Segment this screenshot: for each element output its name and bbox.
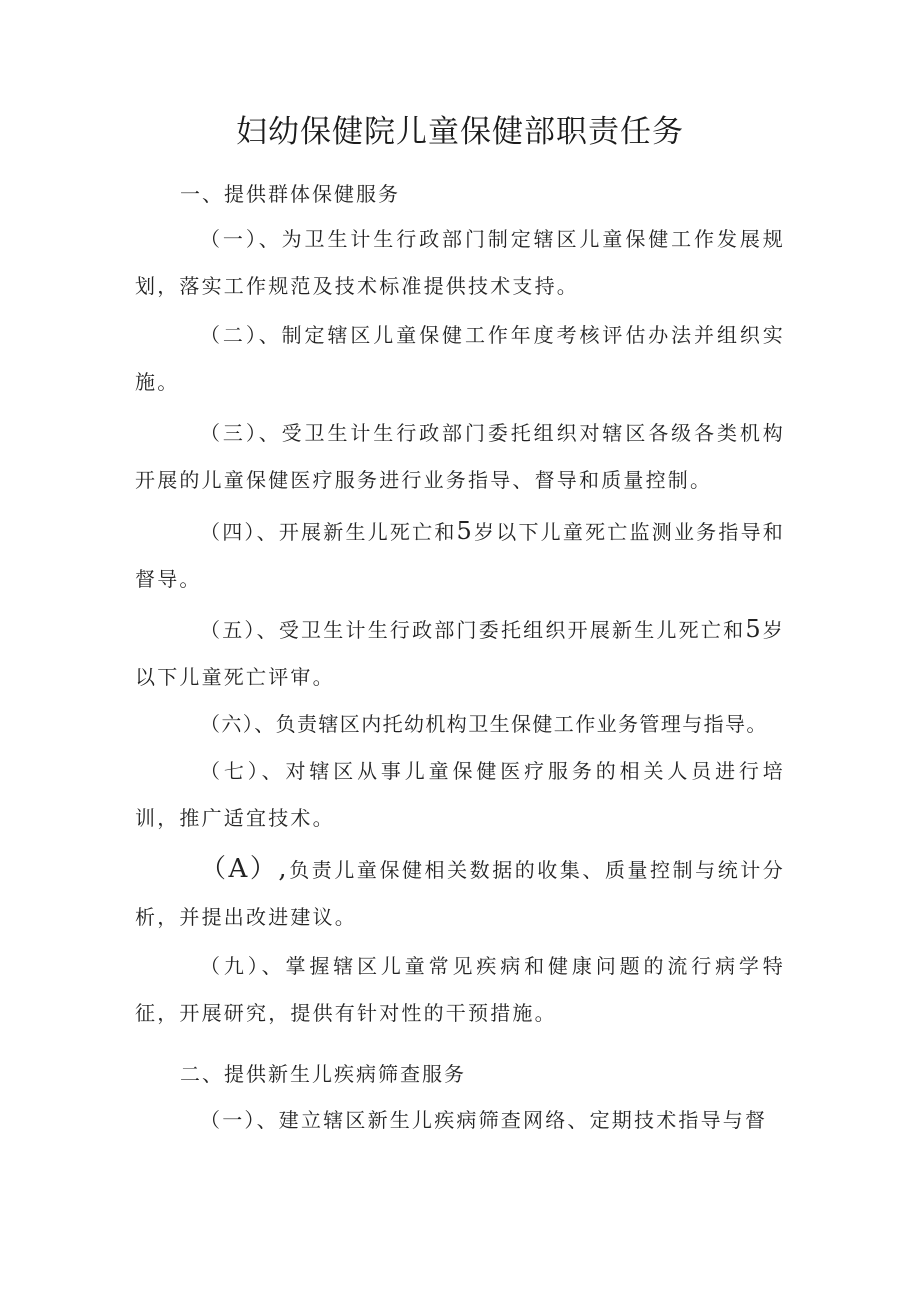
- paragraph-1-5: [135, 606, 785, 701]
- document-title: 妇幼保健院儿童保健部职责任务: [236, 114, 684, 150]
- section-heading-1: 一、提供群体保健服务: [180, 182, 400, 206]
- paragraph-1-7: （七）、对辖区从事儿童保健医疗服务的相关人员进行培训，推广适宜技术。: [135, 759, 785, 830]
- paragraph-1-6: （六）、负责辖区内托幼机构卫生保健工作业务管理与指导。: [200, 712, 768, 736]
- paragraph-label: （A）,: [200, 854, 289, 884]
- paragraph-2-1: （一）、建立辖区新生儿疾病筛查网络、定期技术指导与督: [200, 1108, 768, 1132]
- age-number: 5: [456, 517, 475, 545]
- paragraph-text-suffix: 负责儿童保健相关数据的收集、质量控制与统计分析，并提出改进建议。: [135, 858, 786, 929]
- section-heading-2: 二、提供新生儿疾病筛查服务: [180, 1062, 466, 1086]
- paragraph-text-prefix: （五）、受卫生计生行政部门委托组织开展新生儿死亡和: [200, 618, 746, 642]
- paragraph-text-suffix: 岁以下儿童死亡评审。: [135, 618, 786, 689]
- paragraph-1-9: （九）、掌握辖区儿童常见疾病和健康问题的流行病学特征，开展研究，提供有针对性的干预措施。: [135, 954, 785, 1025]
- paragraph-1-2: （二）、制定辖区儿童保健工作年度考核评估办法并组织实施。: [135, 323, 785, 394]
- age-number: 5: [745, 615, 763, 643]
- paragraph-1-1: （一）、为卫生计生行政部门制定辖区儿童保健工作发展规划，落实工作规范及技术标准提供技术支持。: [135, 227, 785, 298]
- paragraph-1-8: [135, 846, 785, 941]
- paragraph-1-4: [135, 508, 785, 603]
- paragraph-text-prefix: （四）、开展新生儿死亡和: [200, 520, 457, 544]
- paragraph-1-3: （三）、受卫生计生行政部门委托组织对辖区各级各类机构开展的儿童保健医疗服务进行业务指导、督导和质量控制。: [135, 421, 785, 492]
- paragraph-text-suffix: 岁以下儿童死亡监测业务指导和督导。: [135, 520, 785, 591]
